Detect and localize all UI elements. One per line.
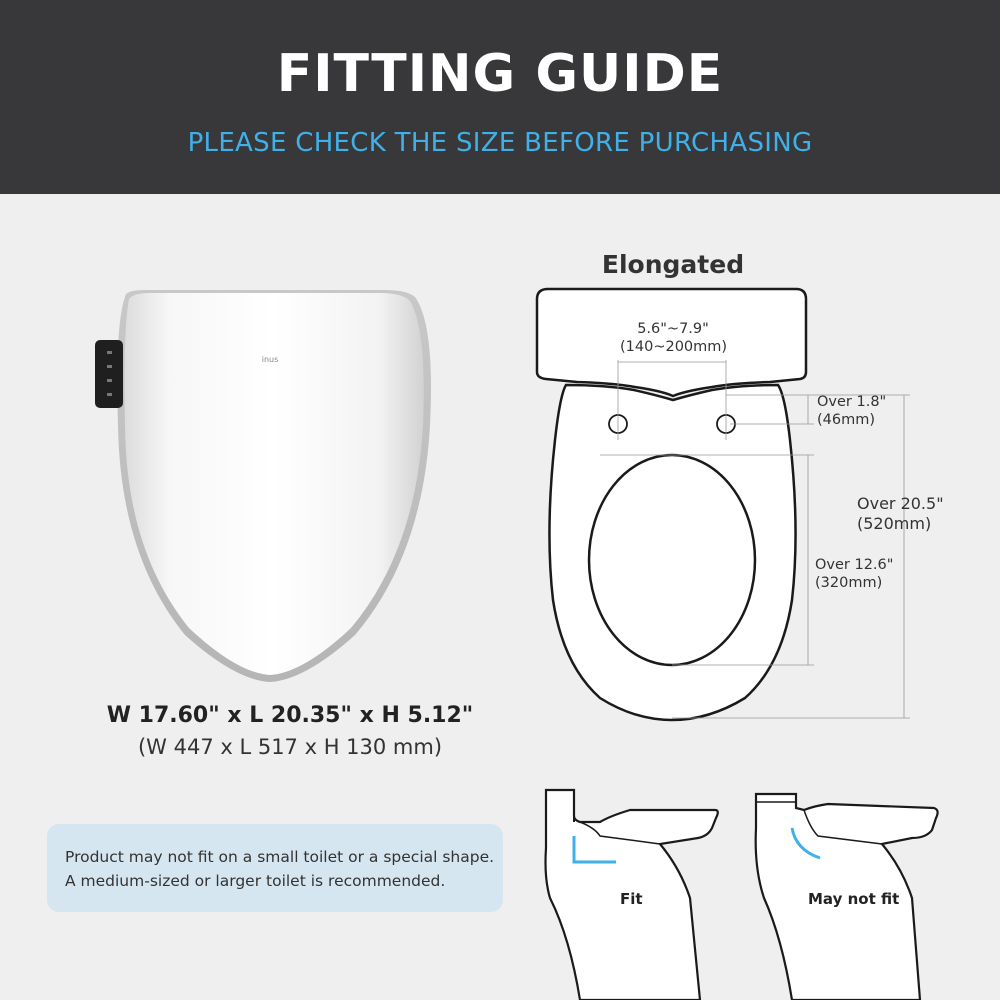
total-length-label: Over 20.5" (520mm): [857, 494, 944, 533]
brand-logo: inus: [261, 355, 279, 364]
diagram-title: Elongated: [601, 250, 745, 279]
note-line-1: Product may not fit on a small toilet or a special shape.: [65, 848, 495, 866]
note-line-2: A medium-sized or larger toilet is recommended.: [65, 872, 446, 890]
bolt-to-opening-label: Over 1.8" (46mm): [817, 394, 887, 428]
may-not-fit-label: May not fit: [808, 890, 900, 908]
page-title: FITTING GUIDE: [276, 44, 724, 104]
fit-label: Fit: [620, 890, 643, 908]
seat-opening: [589, 455, 755, 665]
product-dimensions-imperial: W 17.60" x L 20.35" x H 5.12": [106, 703, 474, 728]
page-subtitle: PLEASE CHECK THE SIZE BEFORE PURCHASING: [187, 128, 813, 158]
product-dimensions-metric: (W 447 x L 517 x H 130 mm): [137, 735, 443, 759]
bolt-spacing-label: 5.6"~7.9" (140~200mm): [620, 321, 728, 355]
opening-length-label: Over 12.6" (320mm): [815, 557, 894, 591]
